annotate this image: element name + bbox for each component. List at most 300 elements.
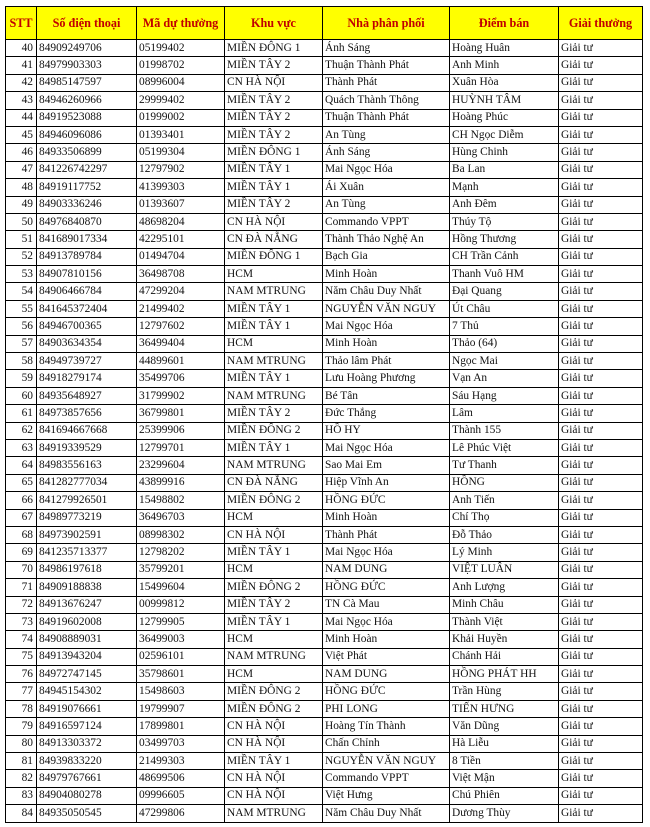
cell-distributor: Năm Châu Duy Nhất [323, 283, 450, 300]
cell-distributor: Thành Phát [323, 74, 450, 91]
table-header [6, 7, 643, 40]
cell-prize-code: 35798601 [137, 666, 225, 683]
cell-prize-code: 21499303 [137, 753, 225, 770]
cell-prize-code: 12797902 [137, 161, 225, 178]
cell-stt: 61 [6, 405, 37, 422]
cell-region: MIỀN TÂY 2 [225, 196, 323, 213]
cell-phone: 84913676247 [37, 596, 137, 613]
cell-outlet: CH Trần Cảnh [450, 248, 559, 265]
cell-phone: 84946096086 [37, 126, 137, 143]
cell-phone: 841282777034 [37, 474, 137, 491]
header-row [6, 7, 643, 40]
cell-region: MIỀN TÂY 1 [225, 161, 323, 178]
cell-prize-code: 48698204 [137, 213, 225, 230]
cell-stt: 80 [6, 735, 37, 752]
cell-phone: 841235713377 [37, 544, 137, 561]
cell-region: CN HÀ NỘI [225, 718, 323, 735]
cell-phone: 84903634354 [37, 335, 137, 352]
cell-distributor: Năm Châu Duy Nhất [323, 805, 450, 822]
cell-distributor: Ánh Sáng [323, 144, 450, 161]
cell-stt: 58 [6, 353, 37, 370]
cell-stt: 41 [6, 57, 37, 74]
cell-stt: 42 [6, 74, 37, 91]
cell-prize-code: 01393401 [137, 126, 225, 143]
cell-phone: 84913303372 [37, 735, 137, 752]
cell-prize-code: 09996605 [137, 787, 225, 804]
cell-prize: Giải tư [559, 613, 643, 630]
cell-outlet: Mạnh [450, 179, 559, 196]
cell-region: MIỀN ĐÔNG 1 [225, 144, 323, 161]
cell-outlet: Hoàng Huân [450, 40, 559, 57]
cell-region: MIỀN TÂY 2 [225, 57, 323, 74]
table-row [6, 700, 643, 717]
cell-outlet: Xuân Hòa [450, 74, 559, 91]
table-row [6, 631, 643, 648]
table-row [6, 509, 643, 526]
cell-outlet: Trần Hùng [450, 683, 559, 700]
cell-prize: Giải tư [559, 561, 643, 578]
cell-phone: 84989773219 [37, 509, 137, 526]
cell-region: MIỀN ĐÔNG 2 [225, 700, 323, 717]
cell-distributor: Quách Thành Thông [323, 92, 450, 109]
cell-distributor: Thuận Thành Phát [323, 57, 450, 74]
cell-phone: 84904080278 [37, 787, 137, 804]
cell-outlet: Anh Tiến [450, 492, 559, 509]
cell-stt: 53 [6, 266, 37, 283]
cell-outlet: Hoàng Phúc [450, 109, 559, 126]
cell-stt: 65 [6, 474, 37, 491]
cell-phone: 84909249706 [37, 40, 137, 57]
table-row [6, 387, 643, 404]
cell-prize-code: 35799201 [137, 561, 225, 578]
cell-prize-code: 43899916 [137, 474, 225, 491]
cell-prize: Giải tư [559, 770, 643, 787]
cell-distributor: TN Cà Mau [323, 596, 450, 613]
table-row [6, 735, 643, 752]
cell-phone: 84919076661 [37, 700, 137, 717]
cell-prize: Giải tư [559, 109, 643, 126]
cell-stt: 68 [6, 526, 37, 543]
cell-region: MIỀN TÂY 1 [225, 544, 323, 561]
cell-distributor: Hiệp Vĩnh An [323, 474, 450, 491]
cell-prize-code: 36799801 [137, 405, 225, 422]
cell-distributor: Minh Hoàn [323, 335, 450, 352]
cell-distributor: Mai Ngọc Hóa [323, 544, 450, 561]
cell-region: MIỀN TÂY 1 [225, 370, 323, 387]
cell-prize-code: 12799701 [137, 439, 225, 456]
cell-distributor: Mai Ngọc Hóa [323, 613, 450, 630]
table-row [6, 126, 643, 143]
table-row [6, 544, 643, 561]
cell-distributor: Thảo lâm Phát [323, 353, 450, 370]
cell-prize-code: 36499003 [137, 631, 225, 648]
cell-stt: 56 [6, 318, 37, 335]
cell-stt: 79 [6, 718, 37, 735]
table-row [6, 718, 643, 735]
cell-phone: 84919117752 [37, 179, 137, 196]
cell-phone: 84933506899 [37, 144, 137, 161]
cell-prize: Giải tư [559, 422, 643, 439]
cell-stt: 67 [6, 509, 37, 526]
cell-stt: 70 [6, 561, 37, 578]
cell-phone: 84913943204 [37, 648, 137, 665]
table-row [6, 248, 643, 265]
header-prize: Giải thưởng [559, 7, 643, 40]
table-row [6, 613, 643, 630]
cell-region: HCM [225, 561, 323, 578]
cell-prize: Giải tư [559, 405, 643, 422]
cell-stt: 54 [6, 283, 37, 300]
cell-distributor: Ái Xuân [323, 179, 450, 196]
cell-stt: 47 [6, 161, 37, 178]
cell-prize-code: 31799902 [137, 387, 225, 404]
cell-distributor: Mai Ngọc Hóa [323, 161, 450, 178]
cell-outlet: Hà Liễu [450, 735, 559, 752]
cell-prize-code: 42295101 [137, 231, 225, 248]
cell-distributor: HỒ HY [323, 422, 450, 439]
cell-stt: 81 [6, 753, 37, 770]
cell-outlet: Chí Thọ [450, 509, 559, 526]
cell-region: CN HÀ NỘI [225, 770, 323, 787]
table-row [6, 161, 643, 178]
cell-prize-code: 47299806 [137, 805, 225, 822]
cell-stt: 51 [6, 231, 37, 248]
cell-prize: Giải tư [559, 544, 643, 561]
cell-outlet: HUỲNH TÂM [450, 92, 559, 109]
cell-prize: Giải tư [559, 805, 643, 822]
cell-phone: 841279926501 [37, 492, 137, 509]
table-row [6, 753, 643, 770]
cell-stt: 76 [6, 666, 37, 683]
cell-stt: 83 [6, 787, 37, 804]
cell-prize-code: 36498708 [137, 266, 225, 283]
cell-outlet: Lý Minh [450, 544, 559, 561]
cell-region: NAM MTRUNG [225, 387, 323, 404]
cell-prize-code: 05199402 [137, 40, 225, 57]
cell-region: CN HÀ NỘI [225, 787, 323, 804]
cell-stt: 45 [6, 126, 37, 143]
table-row [6, 579, 643, 596]
table-row [6, 787, 643, 804]
cell-phone: 84946260966 [37, 92, 137, 109]
table-row [6, 648, 643, 665]
cell-region: HCM [225, 335, 323, 352]
cell-prize-code: 25399906 [137, 422, 225, 439]
cell-distributor: Chấn Chỉnh [323, 735, 450, 752]
cell-outlet: Sáu Hạng [450, 387, 559, 404]
cell-outlet: Thành 155 [450, 422, 559, 439]
cell-outlet: Lâm [450, 405, 559, 422]
cell-phone: 84985147597 [37, 74, 137, 91]
table-row [6, 526, 643, 543]
cell-outlet: Anh Minh [450, 57, 559, 74]
cell-outlet: Chánh Hải [450, 648, 559, 665]
cell-prize-code: 41399303 [137, 179, 225, 196]
cell-prize: Giải tư [559, 457, 643, 474]
cell-phone: 84949739727 [37, 353, 137, 370]
header-phone: Số điện thoại [37, 7, 137, 40]
table-row [6, 40, 643, 57]
cell-prize-code: 15498802 [137, 492, 225, 509]
cell-stt: 75 [6, 648, 37, 665]
header-distributor: Nhà phân phối [323, 7, 450, 40]
cell-prize: Giải tư [559, 266, 643, 283]
table-row [6, 74, 643, 91]
table-row [6, 196, 643, 213]
cell-phone: 841226742297 [37, 161, 137, 178]
cell-outlet: Tư Thanh [450, 457, 559, 474]
cell-phone: 84979767661 [37, 770, 137, 787]
cell-region: CN HÀ NỘI [225, 526, 323, 543]
cell-prize: Giải tư [559, 509, 643, 526]
cell-outlet: Lê Phúc Việt [450, 439, 559, 456]
table-row [6, 109, 643, 126]
cell-stt: 71 [6, 579, 37, 596]
table-row [6, 335, 643, 352]
cell-prize-code: 05199304 [137, 144, 225, 161]
table-row [6, 213, 643, 230]
cell-phone: 84907810156 [37, 266, 137, 283]
cell-prize: Giải tư [559, 40, 643, 57]
cell-prize: Giải tư [559, 579, 643, 596]
cell-distributor: Minh Hoàn [323, 266, 450, 283]
cell-phone: 84909188838 [37, 579, 137, 596]
cell-region: MIỀN TÂY 2 [225, 109, 323, 126]
cell-distributor: NGUYỄN VĂN NGUY [323, 300, 450, 317]
cell-prize-code: 01999002 [137, 109, 225, 126]
cell-stt: 55 [6, 300, 37, 317]
cell-distributor: Bạch Gia [323, 248, 450, 265]
cell-prize: Giải tư [559, 179, 643, 196]
cell-phone: 841689017334 [37, 231, 137, 248]
cell-distributor: Minh Hoàn [323, 509, 450, 526]
table-row [6, 474, 643, 491]
cell-distributor: Mai Ngọc Hóa [323, 318, 450, 335]
cell-distributor: PHI LONG [323, 700, 450, 717]
cell-distributor: HỒNG ĐỨC [323, 683, 450, 700]
cell-outlet: Khải Huyền [450, 631, 559, 648]
cell-region: CN HÀ NỘI [225, 74, 323, 91]
table-row [6, 666, 643, 683]
cell-outlet: Vạn An [450, 370, 559, 387]
cell-distributor: HỒNG ĐỨC [323, 492, 450, 509]
cell-outlet: Đại Quang [450, 283, 559, 300]
cell-stt: 46 [6, 144, 37, 161]
cell-prize-code: 12799905 [137, 613, 225, 630]
cell-outlet: HỒNG PHÁT HH [450, 666, 559, 683]
cell-region: MIỀN ĐÔNG 1 [225, 248, 323, 265]
table-row [6, 561, 643, 578]
cell-prize-code: 48699506 [137, 770, 225, 787]
cell-region: MIỀN TÂY 1 [225, 318, 323, 335]
cell-stt: 44 [6, 109, 37, 126]
cell-stt: 72 [6, 596, 37, 613]
cell-outlet: Hồng Thương [450, 231, 559, 248]
table-row [6, 318, 643, 335]
cell-region: NAM MTRUNG [225, 805, 323, 822]
cell-prize: Giải tư [559, 387, 643, 404]
cell-phone: 84983556163 [37, 457, 137, 474]
cell-phone: 84935050545 [37, 805, 137, 822]
cell-region: HCM [225, 266, 323, 283]
cell-prize: Giải tư [559, 335, 643, 352]
cell-prize-code: 12797602 [137, 318, 225, 335]
cell-prize-code: 15499604 [137, 579, 225, 596]
cell-stt: 59 [6, 370, 37, 387]
cell-prize: Giải tư [559, 196, 643, 213]
cell-prize: Giải tư [559, 300, 643, 317]
cell-prize: Giải tư [559, 787, 643, 804]
cell-prize: Giải tư [559, 718, 643, 735]
table-row [6, 353, 643, 370]
cell-prize-code: 29999402 [137, 92, 225, 109]
cell-phone: 84973902591 [37, 526, 137, 543]
cell-prize-code: 08998302 [137, 526, 225, 543]
table-row [6, 492, 643, 509]
cell-prize: Giải tư [559, 213, 643, 230]
cell-outlet: Thanh Vuô HM [450, 266, 559, 283]
cell-stt: 82 [6, 770, 37, 787]
cell-prize: Giải tư [559, 474, 643, 491]
table-row [6, 405, 643, 422]
cell-distributor: NAM DUNG [323, 666, 450, 683]
cell-distributor: Thành Phát [323, 526, 450, 543]
cell-prize: Giải tư [559, 248, 643, 265]
cell-prize: Giải tư [559, 353, 643, 370]
cell-prize: Giải tư [559, 596, 643, 613]
cell-distributor: Sao Mai Em [323, 457, 450, 474]
cell-distributor: Đức Thắng [323, 405, 450, 422]
cell-stt: 52 [6, 248, 37, 265]
cell-region: MIỀN TÂY 1 [225, 613, 323, 630]
cell-prize: Giải tư [559, 648, 643, 665]
cell-region: MIỀN TÂY 1 [225, 753, 323, 770]
table-row [6, 770, 643, 787]
cell-prize-code: 01998702 [137, 57, 225, 74]
cell-prize-code: 35499706 [137, 370, 225, 387]
table-row [6, 92, 643, 109]
cell-prize: Giải tư [559, 526, 643, 543]
cell-distributor: Bé Tân [323, 387, 450, 404]
table-row [6, 439, 643, 456]
table-row [6, 422, 643, 439]
cell-stt: 48 [6, 179, 37, 196]
cell-phone: 84919523088 [37, 109, 137, 126]
cell-region: NAM MTRUNG [225, 457, 323, 474]
cell-prize-code: 19799907 [137, 700, 225, 717]
cell-distributor: Hoàng Tín Thành [323, 718, 450, 735]
cell-stt: 69 [6, 544, 37, 561]
table-row [6, 370, 643, 387]
cell-region: NAM MTRUNG [225, 283, 323, 300]
cell-prize: Giải tư [559, 144, 643, 161]
cell-prize: Giải tư [559, 439, 643, 456]
cell-region: CN HÀ NỘI [225, 735, 323, 752]
cell-phone: 84986197618 [37, 561, 137, 578]
cell-region: NAM MTRUNG [225, 648, 323, 665]
cell-prize: Giải tư [559, 161, 643, 178]
cell-prize-code: 17899801 [137, 718, 225, 735]
cell-prize-code: 02596101 [137, 648, 225, 665]
cell-region: MIỀN ĐÔNG 1 [225, 40, 323, 57]
table-row [6, 300, 643, 317]
cell-distributor: Commando VPPT [323, 770, 450, 787]
cell-prize-code: 12798202 [137, 544, 225, 561]
cell-region: CN HÀ NỘI [225, 213, 323, 230]
header-prize-code: Mã dự thưởng [137, 7, 225, 40]
cell-stt: 73 [6, 613, 37, 630]
cell-stt: 62 [6, 422, 37, 439]
cell-phone: 841694667668 [37, 422, 137, 439]
cell-region: MIỀN TÂY 1 [225, 439, 323, 456]
cell-stt: 50 [6, 213, 37, 230]
cell-stt: 57 [6, 335, 37, 352]
cell-prize: Giải tư [559, 666, 643, 683]
cell-prize: Giải tư [559, 753, 643, 770]
cell-stt: 66 [6, 492, 37, 509]
cell-outlet: 8 Tiền [450, 753, 559, 770]
cell-phone: 84939833220 [37, 753, 137, 770]
winners-table [5, 6, 643, 823]
cell-distributor: An Tùng [323, 196, 450, 213]
table-body [6, 40, 643, 823]
cell-prize-code: 36496703 [137, 509, 225, 526]
cell-region: MIỀN ĐÔNG 2 [225, 683, 323, 700]
cell-prize-code: 00999812 [137, 596, 225, 613]
cell-prize-code: 08996004 [137, 74, 225, 91]
cell-phone: 84946700365 [37, 318, 137, 335]
cell-distributor: Commando VPPT [323, 213, 450, 230]
cell-stt: 49 [6, 196, 37, 213]
cell-distributor: HỒNG ĐỨC [323, 579, 450, 596]
header-region: Khu vực [225, 7, 323, 40]
cell-phone: 84916597124 [37, 718, 137, 735]
cell-prize: Giải tư [559, 683, 643, 700]
cell-region: MIỀN TÂY 2 [225, 596, 323, 613]
cell-prize-code: 01494704 [137, 248, 225, 265]
cell-outlet: CH Ngọc Diễm [450, 126, 559, 143]
cell-stt: 78 [6, 700, 37, 717]
cell-region: MIỀN ĐÔNG 2 [225, 492, 323, 509]
cell-stt: 43 [6, 92, 37, 109]
cell-phone: 84972747145 [37, 666, 137, 683]
cell-stt: 77 [6, 683, 37, 700]
cell-phone: 84918279174 [37, 370, 137, 387]
cell-outlet: Thành Việt [450, 613, 559, 630]
cell-prize: Giải tư [559, 492, 643, 509]
cell-distributor: Lưu Hoàng Phương [323, 370, 450, 387]
cell-prize: Giải tư [559, 735, 643, 752]
cell-region: MIỀN TÂY 2 [225, 405, 323, 422]
cell-outlet: 7 Thủ [450, 318, 559, 335]
cell-outlet: Ba Lan [450, 161, 559, 178]
cell-region: CN ĐÀ NẴNG [225, 231, 323, 248]
cell-prize-code: 01393607 [137, 196, 225, 213]
cell-prize: Giải tư [559, 283, 643, 300]
cell-outlet: HỒNG [450, 474, 559, 491]
cell-prize: Giải tư [559, 57, 643, 74]
cell-outlet: Hùng Chinh [450, 144, 559, 161]
cell-prize: Giải tư [559, 370, 643, 387]
cell-distributor: Thuận Thành Phát [323, 109, 450, 126]
table-row [6, 266, 643, 283]
table-row [6, 596, 643, 613]
cell-distributor: NGUYỄN VĂN NGUY [323, 753, 450, 770]
cell-region: MIỀN TÂY 2 [225, 126, 323, 143]
cell-distributor: Mai Ngọc Hóa [323, 439, 450, 456]
cell-prize: Giải tư [559, 631, 643, 648]
cell-distributor: NAM DUNG [323, 561, 450, 578]
